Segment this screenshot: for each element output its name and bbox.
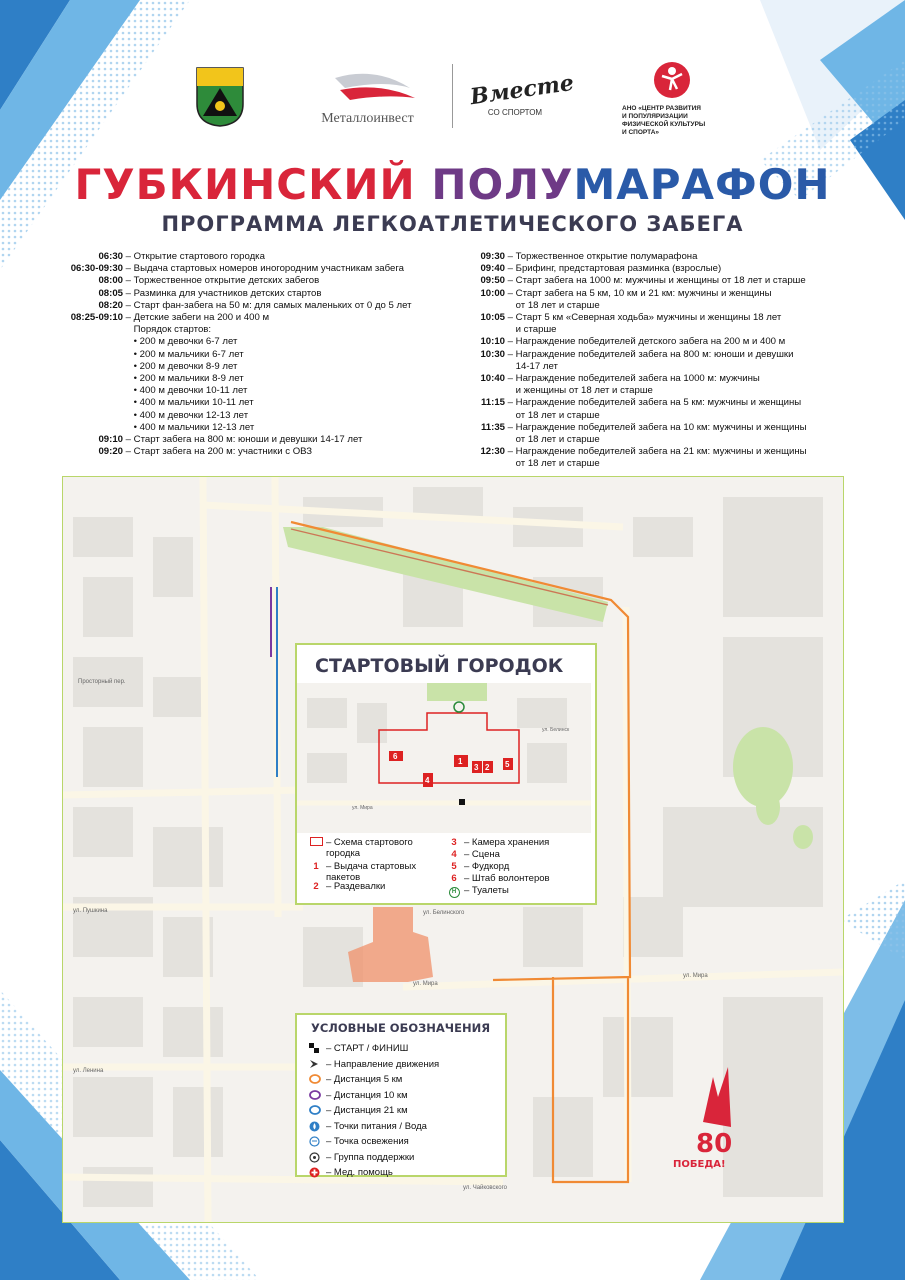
start-town-legend-text: – Схема стартового городка <box>326 837 413 859</box>
schedule-description: от 18 лет и старше <box>505 434 600 446</box>
legend-text: – Дистанция 10 км <box>326 1089 408 1101</box>
schedule-time <box>60 422 123 434</box>
schedule-time <box>60 324 123 336</box>
ano-runner-icon <box>652 60 692 100</box>
schedule-time <box>472 324 505 336</box>
svg-text:ул. Ленина: ул. Ленина <box>73 1068 104 1074</box>
medical-help-icon <box>309 1167 323 1181</box>
schedule-row <box>60 373 480 385</box>
schedule-left <box>60 251 480 458</box>
schedule-time <box>60 361 123 373</box>
schedule-time <box>60 397 123 409</box>
start-town-legend-item <box>447 861 584 872</box>
distance-21km-icon <box>309 1105 323 1118</box>
main-title: ГУБКИНСКИЙ ПОЛУМАРАФОН <box>74 160 831 209</box>
schedule-time <box>472 385 505 397</box>
vmeste-subtext: СО СПОРТОМ <box>487 108 543 117</box>
route-map <box>62 476 844 1223</box>
start-town-legend-item <box>309 881 436 892</box>
schedule-time: 09:30 <box>480 251 505 262</box>
schedule-row <box>472 410 872 422</box>
start-town-legend-item <box>447 873 584 884</box>
toilet-icon: Н <box>447 885 461 898</box>
logo-divider <box>452 64 453 128</box>
start-town-legend-item <box>447 837 584 848</box>
ano-text: АНО «ЦЕНТР РАЗВИТИЯ И ПОПУЛЯРИЗАЦИИ ФИЗИЧЕСКОЙ КУЛЬТУРЫ И СПОРТА» <box>622 105 706 136</box>
schedule-description: – Награждение победителей забега на 800 м: юноши и девушки <box>505 348 794 360</box>
schedule-row <box>60 263 480 275</box>
schedule-row <box>472 397 872 409</box>
schedule-description: – Выдача стартовых номеров иногородним участникам забега <box>123 263 404 275</box>
schedule-description: – Торжественное открытие детских забегов <box>123 275 320 287</box>
schedule-description: – Детские забеги на 200 и 400 м <box>123 312 270 324</box>
subtitle: ПРОГРАММА ЛЕГКОАТЛЕТИЧЕСКОГО ЗАБЕГА <box>161 212 744 236</box>
svg-text:80: 80 <box>696 1129 733 1159</box>
scheme-outline-icon <box>309 837 323 849</box>
schedule-row <box>472 251 872 263</box>
svg-text:ул. Мира: ул. Мира <box>352 805 373 811</box>
legend-box <box>295 1013 507 1177</box>
metalloinvest-text: Металлоинвест <box>321 111 414 126</box>
schedule-description: – Награждение победителей забега на 5 км: мужчины и женщины <box>505 397 802 409</box>
legend-number: 2 <box>313 881 319 892</box>
ano-logo <box>622 60 722 150</box>
schedule-description: – Награждение победителей забега на 10 км: мужчины и женщины <box>505 421 807 433</box>
schedule-row <box>472 300 872 312</box>
schedule-description: • 400 м девочки 12-13 лет <box>123 409 249 421</box>
pobeda-80-icon <box>673 1067 732 1170</box>
schedule-time: 06:30-09:30 <box>70 263 123 275</box>
schedule-description: и старше <box>505 324 557 336</box>
schedule-time: 10:00 <box>480 287 505 299</box>
schedule-row <box>60 422 480 434</box>
metalloinvest-logo <box>305 68 430 128</box>
schedule-time: 10:10 <box>480 336 505 348</box>
svg-text:Просторный пер.: Просторный пер. <box>78 679 126 685</box>
legend-text: – Направление движения <box>326 1058 440 1070</box>
schedule-description: 14-17 лет <box>505 360 558 372</box>
schedule-row <box>472 349 872 361</box>
schedule-time: 09:20 <box>98 446 123 458</box>
svg-text:ул. Мира: ул. Мира <box>413 981 438 987</box>
svg-text:2: 2 <box>485 763 490 772</box>
start-town-legend-item <box>447 849 584 860</box>
legend-item <box>309 1043 408 1056</box>
city-coat-of-arms-icon <box>195 66 245 128</box>
schedule-time <box>60 410 123 422</box>
legend-number: 6 <box>451 873 457 884</box>
refresh-point-icon <box>309 1136 323 1150</box>
start-town-legend-text: – Штаб волонтеров <box>464 873 550 884</box>
metalloinvest-swoosh-icon <box>305 68 430 106</box>
schedule-description: от 18 лет и старше <box>505 409 600 421</box>
schedule-description: – Старт 5 км «Северная ходьба» мужчины и женщины 18 лет <box>505 312 782 324</box>
start-town-legend-text: – Раздевалки <box>326 881 386 892</box>
schedule-description: – Брифинг, предстартовая разминка (взрослые) <box>505 263 722 275</box>
schedule-row <box>60 385 480 397</box>
start-town-legend-text: – Выдача стартовых пакетов <box>326 861 417 883</box>
schedule-description: – Открытие стартового городка <box>123 251 265 262</box>
schedule-time: 10:30 <box>480 348 505 360</box>
schedule-right <box>472 251 872 471</box>
legend-item <box>309 1105 408 1118</box>
schedule-row <box>472 385 872 397</box>
svg-text:ул. Белинского: ул. Белинского <box>423 910 465 916</box>
legend-item <box>309 1152 414 1166</box>
start-town-legend-text: – Сцена <box>464 849 500 860</box>
svg-text:ул. Мира: ул. Мира <box>683 973 708 979</box>
vmeste-text: Вместе <box>468 69 576 111</box>
legend-text: – Группа поддержки <box>326 1151 415 1163</box>
schedule-row <box>60 251 480 263</box>
schedule-time: 10:05 <box>480 312 505 324</box>
schedule-time: 08:25-09:10 <box>70 312 123 324</box>
schedule-description: • 400 м мальчики 10-11 лет <box>123 397 254 409</box>
schedule-description: Порядок стартов: <box>123 324 212 336</box>
schedule-description: – Старт забега на 5 км, 10 км и 21 км: мужчины и женщины <box>505 287 772 299</box>
schedule-time <box>472 300 505 312</box>
schedule-time: 09:10 <box>98 434 123 446</box>
schedule-description: от 18 лет и старше <box>505 299 600 311</box>
start-town-box <box>295 643 597 905</box>
schedule-time: 11:35 <box>480 421 505 433</box>
svg-text:1: 1 <box>458 757 463 766</box>
logos-bar <box>0 60 905 140</box>
start-town-legend-text: – Фудкорд <box>464 861 510 872</box>
direction-arrow-icon <box>309 1059 323 1072</box>
schedule-description: – Награждение победителей забега на 21 км: мужчины и женщины <box>505 446 807 458</box>
schedule-time: 08:20 <box>98 299 123 311</box>
schedule-time: 11:15 <box>480 397 505 409</box>
schedule-row <box>472 422 872 434</box>
schedule-row <box>60 446 480 458</box>
legend-item <box>309 1074 402 1087</box>
schedule-row <box>472 336 872 348</box>
schedule-description: • 200 м девочки 6-7 лет <box>123 336 238 348</box>
schedule-row <box>60 324 480 336</box>
legend-number: 4 <box>451 849 457 860</box>
legend-text: – СТАРТ / ФИНИШ <box>326 1043 409 1054</box>
schedule-description: – Награждение победителей забега на 1000 м: мужчины <box>505 373 760 385</box>
legend-item <box>309 1136 409 1150</box>
schedule-description: • 200 м мальчики 6-7 лет <box>123 348 244 360</box>
start-town-legend-text: – Камера хранения <box>464 837 550 848</box>
legend-number: 3 <box>451 837 457 848</box>
legend-text: – Точка освежения <box>326 1136 409 1147</box>
schedule-row <box>472 446 872 458</box>
legend-text: – Точки питания / Вода <box>326 1120 427 1132</box>
legend-item <box>309 1167 393 1181</box>
schedule-time: 06:30 <box>98 251 123 262</box>
schedule-description: – Старт фан-забега на 50 м: для самых маленьких от 0 до 5 лет <box>123 299 412 311</box>
schedule-description: • 400 м девочки 10-11 лет <box>123 385 248 397</box>
schedule-description: – Награждение победителей детского забега на 200 м и 400 м <box>505 336 786 348</box>
legend-title: УСЛОВНЫЕ ОБОЗНАЧЕНИЯ <box>311 1021 491 1035</box>
schedule-time: 08:05 <box>98 287 123 299</box>
start-town-title: СТАРТОВЫЙ ГОРОДОК <box>315 655 564 677</box>
schedule-description: – Старт забега на 800 м: юноши и девушки 14-17 лет <box>123 434 363 446</box>
svg-text:ПОБЕДА!: ПОБЕДА! <box>673 1159 726 1170</box>
schedule-row <box>472 263 872 275</box>
schedule-row <box>60 336 480 348</box>
schedule-time <box>60 349 123 361</box>
start-town-scheme <box>297 683 591 833</box>
schedule-time <box>472 361 505 373</box>
schedule-row <box>60 410 480 422</box>
schedule-time <box>60 336 123 348</box>
legend-number: 5 <box>451 861 457 872</box>
schedule-row <box>472 324 872 336</box>
schedule-row <box>60 288 480 300</box>
schedule-time <box>472 434 505 446</box>
schedule-row <box>60 275 480 287</box>
legend-text: – Дистанция 21 км <box>326 1105 408 1116</box>
schedule-time: 08:00 <box>98 275 123 287</box>
schedule-row <box>60 312 480 324</box>
schedule-row <box>60 300 480 312</box>
legend-item <box>309 1121 427 1135</box>
svg-text:5: 5 <box>505 760 510 769</box>
schedule-description: от 18 лет и старше <box>505 458 600 470</box>
distance-10km-icon <box>309 1090 323 1103</box>
schedule-row <box>472 373 872 385</box>
schedule-description: • 400 м мальчики 12-13 лет <box>123 421 255 433</box>
schedule-description: – Старт забега на 1000 м: мужчины и женщины от 18 лет и старше <box>505 275 806 287</box>
schedule-time <box>472 410 505 422</box>
start-town-legend-item <box>309 837 436 859</box>
start-town-legend-text: – Туалеты <box>464 885 509 896</box>
schedule-row <box>472 275 872 287</box>
svg-text:3: 3 <box>474 763 479 772</box>
legend-text: – Дистанция 5 км <box>326 1074 403 1085</box>
svg-text:ул. Пушкина: ул. Пушкина <box>73 908 108 914</box>
schedule-time: 10:40 <box>480 373 505 385</box>
schedule-description: и женщины от 18 лет и старше <box>505 385 653 397</box>
schedule-row <box>472 458 872 470</box>
schedule-row <box>60 349 480 361</box>
schedule-row <box>472 361 872 373</box>
vmeste-logo <box>468 69 576 126</box>
schedule-row <box>60 397 480 409</box>
schedule-description: • 200 м мальчики 8-9 лет <box>123 373 244 385</box>
schedule-row <box>472 288 872 300</box>
schedule-time <box>472 458 505 470</box>
legend-item <box>309 1090 408 1103</box>
distance-5km-icon <box>309 1074 323 1087</box>
schedule-time: 09:50 <box>480 275 505 287</box>
start-town-legend-item <box>447 885 584 898</box>
schedule-description: – Торжественное открытие полумарафона <box>505 251 698 262</box>
schedule-row <box>60 434 480 446</box>
legend-item <box>309 1059 439 1072</box>
schedule-time: 09:40 <box>480 263 505 275</box>
schedule-time <box>60 373 123 385</box>
schedule-row <box>472 312 872 324</box>
svg-text:ул. Чайковского: ул. Чайковского <box>463 1185 507 1191</box>
support-group-icon <box>309 1152 323 1166</box>
water-point-icon <box>309 1121 323 1135</box>
schedule-time <box>60 385 123 397</box>
svg-text:4: 4 <box>425 776 430 785</box>
schedule-row <box>60 361 480 373</box>
schedule-time: 12:30 <box>480 446 505 458</box>
schedule-description: – Старт забега на 200 м: участники с ОВЗ <box>123 446 313 458</box>
legend-text: – Мед. помощь <box>326 1167 393 1178</box>
start-town-legend-item <box>309 861 436 883</box>
schedule-row <box>472 434 872 446</box>
schedule-description: – Разминка для участников детских стартов <box>123 287 322 299</box>
schedule-description: • 200 м девочки 8-9 лет <box>123 360 238 372</box>
legend-number: 1 <box>313 861 319 872</box>
svg-text:6: 6 <box>393 752 398 761</box>
svg-text:ул. Белинск: ул. Белинск <box>542 727 570 733</box>
checkered-flag-icon <box>309 1043 323 1056</box>
